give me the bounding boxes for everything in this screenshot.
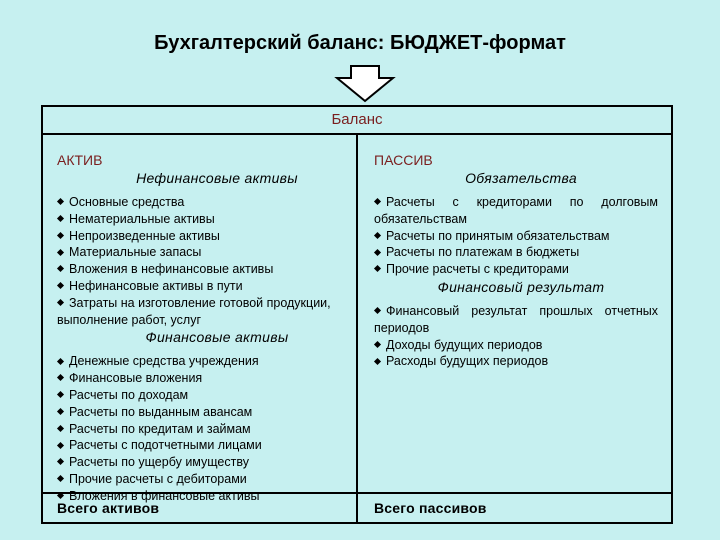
bullet-icon	[374, 198, 381, 205]
bullet-icon	[374, 265, 381, 272]
list-item: Расчеты по принятым обязательствам	[374, 228, 658, 245]
bullet-icon	[374, 232, 381, 239]
bullet-icon	[57, 265, 64, 272]
bullet-icon	[57, 215, 64, 222]
list-item: Затраты на изготовление готовой продукции, выполнение работ, услуг	[57, 295, 331, 327]
list-item: Материальные запасы	[57, 244, 347, 261]
assets-column	[57, 151, 347, 505]
list-item: Денежные средства учреждения	[57, 353, 347, 370]
bullet-icon	[57, 299, 64, 306]
bullet-icon	[57, 374, 64, 381]
assets-caption: АКТИВ	[57, 152, 103, 168]
bullet-icon	[57, 358, 64, 365]
section-heading: Финансовый результат	[437, 278, 605, 295]
bullet-icon	[57, 475, 64, 482]
bullet-icon	[57, 282, 64, 289]
list-item: Финансовый результат прошлых отчетных периодов	[374, 303, 658, 335]
bullet-icon	[57, 442, 64, 449]
balance-header: Баланс	[43, 107, 671, 135]
list-item: Расчеты по доходам	[57, 387, 347, 404]
list-item: Расходы будущих периодов	[374, 353, 658, 370]
liabilities-column	[374, 151, 658, 370]
list-item: Расчеты по кредитам и займам	[57, 421, 347, 438]
list-item: Финансовые вложения	[57, 370, 347, 387]
assets-total: Всего активов	[57, 500, 160, 516]
list-item: Прочие расчеты с дебиторами	[57, 471, 347, 488]
list-item: Вложения в финансовые активы	[57, 488, 347, 505]
list-item: Расчеты по платежам в бюджеты	[374, 244, 658, 261]
bullet-icon	[57, 391, 64, 398]
liabilities-caption: ПАССИВ	[374, 152, 433, 168]
list-item: Доходы будущих периодов	[374, 337, 658, 354]
section-heading: Обязательства	[465, 170, 577, 186]
bullet-icon	[374, 249, 381, 256]
list-item: Непроизведенные активы	[57, 228, 347, 245]
list-item: Нематериальные активы	[57, 211, 347, 228]
bullet-icon	[374, 341, 381, 348]
section-heading: Финансовые активы	[145, 329, 289, 346]
list-item: Расчеты по ущербу имуществу	[57, 454, 347, 471]
list-item: Нефинансовые активы в пути	[57, 278, 347, 295]
section-heading: Нефинансовые активы	[136, 170, 298, 186]
bullet-icon	[57, 249, 64, 256]
bullet-icon	[57, 408, 64, 415]
column-divider	[356, 135, 358, 522]
bullet-icon	[57, 425, 64, 432]
list-item: Основные средства	[57, 194, 347, 211]
bullet-icon	[57, 232, 64, 239]
bullet-icon	[374, 307, 381, 314]
bullet-icon	[57, 458, 64, 465]
bullet-icon	[374, 358, 381, 365]
bullet-icon	[57, 198, 64, 205]
page-title: Бухгалтерский баланс: БЮДЖЕТ-формат	[154, 32, 566, 54]
list-item: Расчеты по выданным авансам	[57, 404, 347, 421]
list-item: Вложения в нефинансовые активы	[57, 261, 347, 278]
bullet-icon	[57, 492, 64, 499]
down-arrow-icon	[333, 64, 397, 104]
list-item: Расчеты с кредиторами по долговым обязательствам	[374, 195, 658, 226]
list-item: Расчеты с подотчетными лицами	[57, 437, 347, 454]
balance-table	[41, 105, 673, 524]
list-item: Прочие расчеты с кредиторами	[374, 261, 658, 278]
liabilities-total: Всего пассивов	[374, 500, 487, 516]
